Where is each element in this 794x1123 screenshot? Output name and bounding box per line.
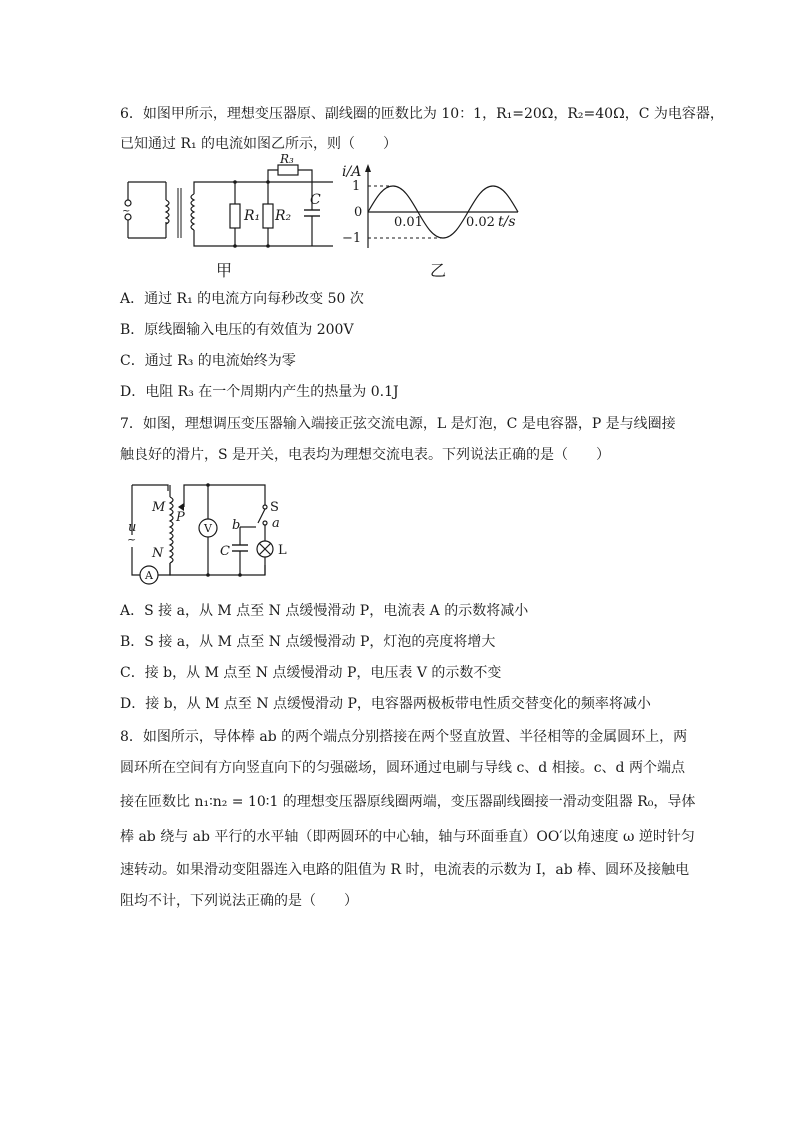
q7-stem-line2: 触良好的滑片，S 是开关，电表均为理想交流电表。下列说法正确的是（ ）: [120, 447, 611, 463]
q7-stem-line1: 7．如图，理想调压变压器输入端接正弦交流电源，L 是灯泡，C 是电容器，P 是与线圈接: [120, 416, 676, 432]
label-u: u: [128, 520, 137, 535]
label-r3: R₃: [280, 152, 294, 166]
label-s: S: [270, 500, 279, 515]
q7-option-d: D．接 b，从 M 点至 N 点缓慢滑动 P，电容器两极板带电性质交替变化的频率将减小: [120, 696, 651, 712]
q7-option-b: B．S 接 a，从 M 点至 N 点缓慢滑动 P，灯泡的亮度将增大: [120, 634, 496, 650]
q6-option-c: C．通过 R₃ 的电流始终为零: [120, 353, 296, 369]
label-r1: R₁: [244, 208, 261, 224]
q8-stem-line4: 棒 ab 绕与 ab 平行的水平轴（即两圆环的中心轴，轴与环面垂直）OO′以角速度 ω 逆时针匀: [120, 829, 695, 845]
q6-option-d: D．电阻 R₃ 在一个周期内产生的热量为 0.1J: [120, 384, 399, 400]
q7-figure: [120, 475, 300, 590]
ammeter-label: A: [145, 569, 153, 582]
q8-stem-line6: 阻均不计，下列说法正确的是（ ）: [120, 893, 358, 909]
label-r2: R₂: [275, 208, 292, 224]
label-m: M: [152, 500, 166, 515]
label-n: N: [152, 546, 164, 561]
caption-jia: 甲: [216, 261, 233, 280]
svg-text:~: ~: [127, 533, 137, 546]
tick-x-002: 0.02: [466, 215, 495, 230]
y-axis-label: i/A: [342, 164, 362, 180]
q6-stem-line1: 6．如图甲所示，理想变压器原、副线圈的匝数比为 10：1，R₁=20Ω，R₂=40Ω，C 为电容器，: [120, 106, 724, 122]
q6-figure-yi: [338, 158, 538, 283]
label-p: P: [176, 510, 185, 525]
q6-option-a: A．通过 R₁ 的电流方向每秒改变 50 次: [120, 291, 364, 307]
label-a: a: [272, 516, 280, 531]
label-c7: C: [220, 544, 230, 559]
q7-option-a: A．S 接 a，从 M 点至 N 点缓慢滑动 P，电流表 A 的示数将减小: [120, 603, 529, 619]
x-axis-label: t/s: [498, 214, 516, 230]
label-c: C: [310, 192, 321, 208]
tick-y-neg1: −1: [342, 231, 362, 246]
tick-y-0: 0: [354, 205, 363, 220]
tick-x-001: 0.01: [394, 215, 423, 230]
tick-y-1: 1: [352, 179, 361, 194]
q8-stem-line2: 圆环所在空间有方向竖直向下的匀强磁场，圆环通过电刷与导线 c、d 相接。c、d 两个端点: [120, 760, 685, 776]
svg-text:~: ~: [122, 206, 131, 217]
q6-figure-jia: [118, 152, 328, 285]
label-b: b: [232, 518, 241, 533]
q6-option-b: B．原线圈输入电压的有效值为 200V: [120, 322, 354, 338]
caption-yi: 乙: [430, 261, 447, 280]
q6-stem-line2: 已知通过 R₁ 的电流如图乙所示，则（ ）: [120, 136, 398, 152]
q8-stem-line5: 速转动。如果滑动变阻器连入电路的阻值为 R 时，电流表的示数为 I，ab 棒、圆环及接触电: [120, 862, 690, 878]
q7-option-c: C．接 b，从 M 点至 N 点缓慢滑动 P，电压表 V 的示数不变: [120, 665, 502, 681]
voltmeter-label: V: [204, 522, 212, 535]
q8-stem-line1: 8．如图所示，导体棒 ab 的两个端点分别搭接在两个竖直放置、半径相等的金属圆环上，两: [120, 729, 688, 745]
label-l: L: [278, 543, 287, 558]
q8-stem-line3: 接在匝数比 n₁∶n₂ = 10∶1 的理想变压器原线圈两端，变压器副线圈接一滑动变阻器 R₀，导体: [120, 794, 696, 810]
